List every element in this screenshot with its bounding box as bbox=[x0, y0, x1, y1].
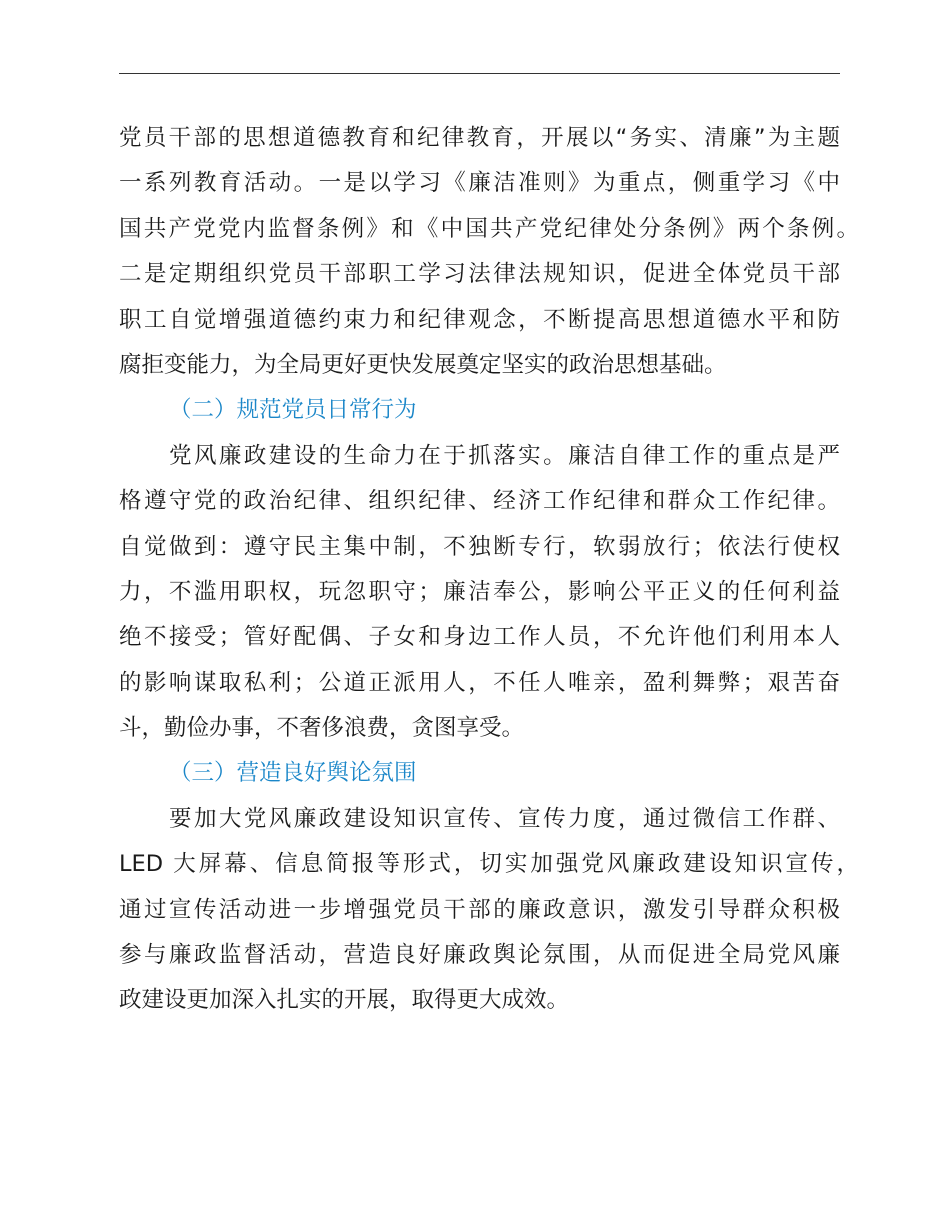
document-body bbox=[119, 116, 859, 1024]
paragraph-line: 斗，勤俭办事，不奢侈浪费，贪图享受。 bbox=[119, 715, 525, 742]
paragraph-line: 参与廉政监督活动，营造良好廉政舆论氛围，从而促进全局党风廉 bbox=[119, 942, 840, 969]
paragraph-line: LED 大屏幕、信息简报等形式，切实加强党风廉政建设知识宣传， bbox=[119, 851, 859, 878]
paragraph-line: 二是定期组织党员干部职工学习法律法规知识，促进全体党员干部 bbox=[119, 261, 840, 288]
paragraph-line: 自觉做到：遵守民主集中制，不独断专行，软弱放行；依法行使权 bbox=[119, 533, 840, 560]
paragraph-line: 要加大党风廉政建设知识宣传、宣传力度，通过微信工作群、 bbox=[169, 805, 840, 832]
paragraph-line: 国共产党党内监督条例》和《中国共产党纪律处分条例》两个条例。 bbox=[119, 215, 859, 242]
paragraph-line: 政建设更加深入扎实的开展，取得更大成效。 bbox=[119, 987, 570, 1014]
paragraph-line: 的影响谋取私利；公道正派用人，不任人唯亲，盈利舞弊；艰苦奋 bbox=[119, 669, 840, 696]
paragraph-line: 职工自觉增强道德约束力和纪律观念，不断提高思想道德水平和防 bbox=[119, 306, 840, 333]
paragraph-line: 格遵守党的政治纪律、组织纪律、经济工作纪律和群众工作纪律。 bbox=[119, 488, 840, 515]
header-rule bbox=[119, 73, 840, 74]
section-heading-3: （三）营造良好舆论氛围 bbox=[169, 760, 417, 787]
paragraph-line: 党风廉政建设的生命力在于抓落实。廉洁自律工作的重点是严 bbox=[169, 442, 840, 469]
paragraph-line: 党员干部的思想道德教育和纪律教育，开展以“务实、清廉”为主题 bbox=[119, 125, 840, 151]
paragraph-line: 绝不接受；管好配偶、子女和身边工作人员，不允许他们利用本人 bbox=[119, 624, 840, 651]
paragraph-line: 力，不滥用职权，玩忽职守；廉洁奉公，影响公平正义的任何利益 bbox=[119, 578, 840, 605]
paragraph-line: 一系列教育活动。一是以学习《廉洁准则》为重点，侧重学习《中 bbox=[119, 170, 840, 197]
paragraph-line: 通过宣传活动进一步增强党员干部的廉政意识，激发引导群众积极 bbox=[119, 896, 840, 923]
paragraph-line: 腐拒变能力，为全局更好更快发展奠定坚实的政治思想基础。 bbox=[119, 351, 727, 378]
section-heading-2: （二）规范党员日常行为 bbox=[169, 397, 417, 424]
